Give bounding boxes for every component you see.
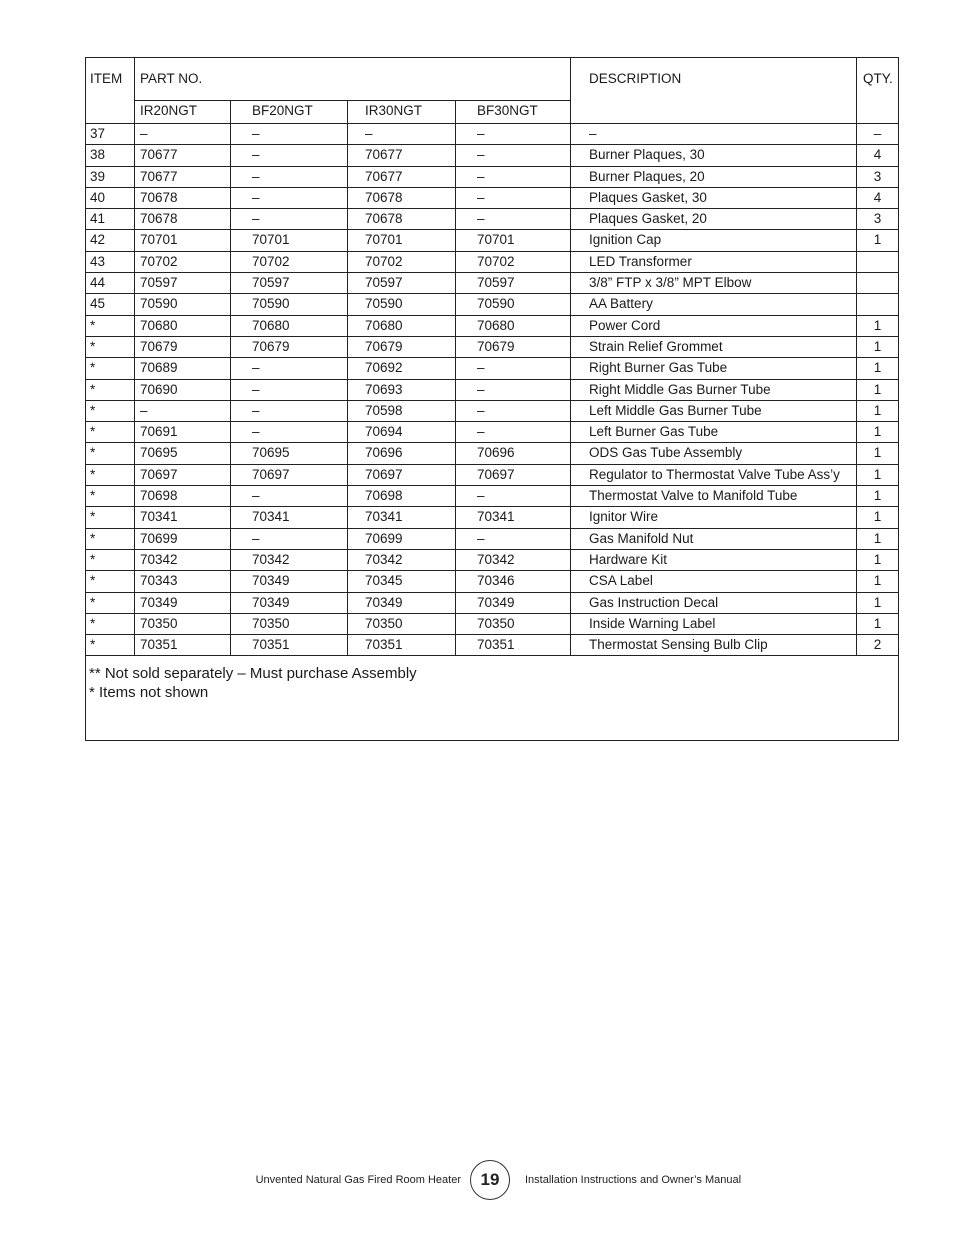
cell-item: 42 (86, 230, 135, 251)
cell-item: * (86, 379, 135, 400)
cell-part-no: 70697 (348, 464, 456, 485)
cell-part-no: – (231, 166, 348, 187)
page-number: 19 (470, 1160, 510, 1200)
cell-description: CSA Label (571, 571, 857, 592)
cell-part-no: 70349 (456, 592, 571, 613)
cell-part-no: – (456, 209, 571, 230)
cell-part-no: 70678 (348, 187, 456, 208)
cell-qty: 3 (857, 166, 899, 187)
cell-description: Plaques Gasket, 30 (571, 187, 857, 208)
cell-part-no: 70341 (456, 507, 571, 528)
table-row (86, 379, 899, 400)
cell-part-no: 70678 (135, 209, 231, 230)
cell-part-no: – (456, 145, 571, 166)
cell-description: Right Middle Gas Burner Tube (571, 379, 857, 400)
cell-item: * (86, 358, 135, 379)
cell-part-no: – (135, 400, 231, 421)
cell-item: * (86, 549, 135, 570)
cell-part-no: 70680 (231, 315, 348, 336)
cell-item: * (86, 336, 135, 357)
table-row (86, 507, 899, 528)
cell-part-no: – (231, 379, 348, 400)
cell-qty: 1 (857, 400, 899, 421)
cell-item: 40 (86, 187, 135, 208)
header-model-ir30ngt: IR30NGT (348, 101, 456, 124)
cell-description: Hardware Kit (571, 549, 857, 570)
cell-part-no: 70341 (231, 507, 348, 528)
table-row (86, 315, 899, 336)
cell-part-no: 70701 (231, 230, 348, 251)
cell-part-no: 70702 (135, 251, 231, 272)
cell-description: Burner Plaques, 20 (571, 166, 857, 187)
cell-part-no: 70694 (348, 422, 456, 443)
cell-part-no: 70677 (348, 145, 456, 166)
table-row (86, 294, 899, 315)
cell-part-no: – (456, 486, 571, 507)
table-header (86, 58, 899, 124)
cell-part-no: 70699 (348, 528, 456, 549)
table-row (86, 358, 899, 379)
cell-part-no: 70350 (348, 613, 456, 634)
cell-qty: 1 (857, 528, 899, 549)
cell-part-no: – (456, 400, 571, 421)
cell-qty: – (857, 124, 899, 145)
cell-part-no: – (456, 166, 571, 187)
header-description: DESCRIPTION (571, 58, 857, 124)
cell-description: Inside Warning Label (571, 613, 857, 634)
cell-part-no: 70698 (135, 486, 231, 507)
table-row (86, 230, 899, 251)
table-row (86, 209, 899, 230)
cell-part-no: 70351 (456, 635, 571, 656)
cell-part-no: 70342 (456, 549, 571, 570)
cell-part-no: 70679 (348, 336, 456, 357)
cell-qty (857, 273, 899, 294)
cell-part-no: 70702 (231, 251, 348, 272)
cell-qty: 1 (857, 358, 899, 379)
cell-part-no: 70349 (231, 592, 348, 613)
cell-part-no: 70590 (135, 294, 231, 315)
header-part-no: PART NO. (135, 58, 571, 101)
cell-item: 45 (86, 294, 135, 315)
cell-qty: 1 (857, 613, 899, 634)
cell-item: 38 (86, 145, 135, 166)
cell-part-no: – (456, 422, 571, 443)
cell-part-no: 70690 (135, 379, 231, 400)
cell-qty: 1 (857, 486, 899, 507)
parts-table (85, 57, 899, 741)
cell-description: Ignition Cap (571, 230, 857, 251)
cell-item: 44 (86, 273, 135, 294)
cell-part-no: – (456, 187, 571, 208)
cell-part-no: – (456, 379, 571, 400)
cell-part-no: 70677 (135, 166, 231, 187)
cell-qty: 3 (857, 209, 899, 230)
cell-description: Plaques Gasket, 20 (571, 209, 857, 230)
cell-description: 3/8” FTP x 3/8” MPT Elbow (571, 273, 857, 294)
cell-part-no: 70701 (348, 230, 456, 251)
cell-item: * (86, 400, 135, 421)
cell-part-no: 70341 (135, 507, 231, 528)
cell-part-no: 70693 (348, 379, 456, 400)
cell-part-no: 70691 (135, 422, 231, 443)
cell-qty: 1 (857, 464, 899, 485)
cell-description: Gas Instruction Decal (571, 592, 857, 613)
cell-description: Gas Manifold Nut (571, 528, 857, 549)
cell-item: * (86, 443, 135, 464)
table-row (86, 145, 899, 166)
table-row (86, 635, 899, 656)
cell-item: * (86, 486, 135, 507)
cell-part-no: – (231, 209, 348, 230)
table-row (86, 400, 899, 421)
cell-part-no: 70350 (456, 613, 571, 634)
table-row (86, 273, 899, 294)
cell-part-no: – (231, 187, 348, 208)
footer-manual-title: Installation Instructions and Owner’s Manual (525, 1174, 742, 1186)
cell-part-no: 70342 (231, 549, 348, 570)
cell-qty: 1 (857, 422, 899, 443)
table-row (86, 166, 899, 187)
cell-item: * (86, 507, 135, 528)
page-footer (0, 1160, 954, 1204)
cell-part-no: 70680 (135, 315, 231, 336)
table-row (86, 422, 899, 443)
cell-qty: 1 (857, 592, 899, 613)
cell-qty: 2 (857, 635, 899, 656)
cell-item: * (86, 592, 135, 613)
cell-part-no: 70349 (231, 571, 348, 592)
cell-description: Right Burner Gas Tube (571, 358, 857, 379)
cell-part-no: 70679 (231, 336, 348, 357)
header-model-bf20ngt: BF20NGT (231, 101, 348, 124)
cell-part-no: 70679 (456, 336, 571, 357)
note-not-sold-separately: ** Not sold separately – Must purchase Assembly (89, 665, 417, 683)
cell-part-no: – (231, 124, 348, 145)
cell-part-no: – (231, 400, 348, 421)
cell-part-no: 70677 (348, 166, 456, 187)
table-row (86, 251, 899, 272)
cell-item: * (86, 315, 135, 336)
cell-qty: 1 (857, 443, 899, 464)
cell-part-no: 70342 (348, 549, 456, 570)
cell-part-no: 70697 (231, 464, 348, 485)
cell-part-no: 70695 (135, 443, 231, 464)
cell-description: Burner Plaques, 30 (571, 145, 857, 166)
cell-part-no: 70697 (135, 464, 231, 485)
cell-item: 39 (86, 166, 135, 187)
cell-part-no: – (231, 486, 348, 507)
cell-item: * (86, 528, 135, 549)
cell-part-no: – (456, 358, 571, 379)
cell-part-no: 70349 (348, 592, 456, 613)
table-row (86, 187, 899, 208)
cell-part-no: 70597 (456, 273, 571, 294)
cell-part-no: 70701 (135, 230, 231, 251)
table-row (86, 592, 899, 613)
cell-part-no: 70696 (456, 443, 571, 464)
cell-part-no: – (231, 358, 348, 379)
cell-description: LED Transformer (571, 251, 857, 272)
cell-description: Thermostat Valve to Manifold Tube (571, 486, 857, 507)
cell-part-no: 70597 (231, 273, 348, 294)
cell-part-no: 70702 (456, 251, 571, 272)
cell-item: 37 (86, 124, 135, 145)
cell-part-no: 70343 (135, 571, 231, 592)
table-body (86, 124, 899, 656)
cell-part-no: – (231, 528, 348, 549)
cell-part-no: 70699 (135, 528, 231, 549)
cell-part-no: 70679 (135, 336, 231, 357)
cell-description: Left Burner Gas Tube (571, 422, 857, 443)
cell-part-no: 70590 (231, 294, 348, 315)
cell-description: ODS Gas Tube Assembly (571, 443, 857, 464)
cell-item: * (86, 613, 135, 634)
cell-part-no: 70350 (231, 613, 348, 634)
cell-part-no: 70702 (348, 251, 456, 272)
cell-description: Regulator to Thermostat Valve Tube Ass’y (571, 464, 857, 485)
notes-cell (86, 656, 899, 741)
cell-part-no: 70346 (456, 571, 571, 592)
cell-qty (857, 294, 899, 315)
cell-part-no: 70695 (231, 443, 348, 464)
cell-part-no: 70680 (348, 315, 456, 336)
table-row (86, 336, 899, 357)
cell-part-no: 70680 (456, 315, 571, 336)
table-row (86, 443, 899, 464)
table-row (86, 464, 899, 485)
cell-item: 41 (86, 209, 135, 230)
cell-description: Ignitor Wire (571, 507, 857, 528)
cell-item: * (86, 571, 135, 592)
cell-part-no: 70351 (135, 635, 231, 656)
cell-part-no: – (348, 124, 456, 145)
cell-part-no: 70678 (348, 209, 456, 230)
cell-part-no: 70692 (348, 358, 456, 379)
cell-item: * (86, 464, 135, 485)
header-item: ITEM (86, 58, 135, 124)
cell-part-no: 70342 (135, 549, 231, 570)
cell-part-no: 70590 (456, 294, 571, 315)
cell-part-no: 70698 (348, 486, 456, 507)
cell-item: * (86, 422, 135, 443)
cell-part-no: 70697 (456, 464, 571, 485)
cell-part-no: 70341 (348, 507, 456, 528)
cell-part-no: 70351 (348, 635, 456, 656)
table-row (86, 124, 899, 145)
table-row (86, 613, 899, 634)
cell-qty: 1 (857, 571, 899, 592)
cell-qty: 1 (857, 230, 899, 251)
cell-description: Power Cord (571, 315, 857, 336)
table-row (86, 549, 899, 570)
cell-part-no: – (456, 124, 571, 145)
cell-part-no: 70598 (348, 400, 456, 421)
cell-description: Strain Relief Grommet (571, 336, 857, 357)
cell-qty: 4 (857, 145, 899, 166)
cell-part-no: – (135, 124, 231, 145)
cell-qty: 1 (857, 336, 899, 357)
table-row (86, 486, 899, 507)
cell-description: Left Middle Gas Burner Tube (571, 400, 857, 421)
cell-item: * (86, 635, 135, 656)
cell-part-no: – (231, 145, 348, 166)
cell-qty: 1 (857, 549, 899, 570)
table-row (86, 571, 899, 592)
header-model-ir20ngt: IR20NGT (135, 101, 231, 124)
cell-part-no: 70345 (348, 571, 456, 592)
cell-part-no: 70597 (348, 273, 456, 294)
footer-product-title: Unvented Natural Gas Fired Room Heater (255, 1174, 461, 1186)
cell-description: – (571, 124, 857, 145)
cell-part-no: 70689 (135, 358, 231, 379)
note-items-not-shown: * Items not shown (89, 684, 209, 702)
header-model-bf30ngt: BF30NGT (456, 101, 571, 124)
cell-part-no: 70678 (135, 187, 231, 208)
cell-part-no: 70349 (135, 592, 231, 613)
table-row (86, 528, 899, 549)
cell-part-no: 70350 (135, 613, 231, 634)
cell-part-no: 70696 (348, 443, 456, 464)
cell-part-no: 70590 (348, 294, 456, 315)
cell-part-no: – (456, 528, 571, 549)
cell-part-no: 70701 (456, 230, 571, 251)
cell-qty: 1 (857, 379, 899, 400)
cell-description: AA Battery (571, 294, 857, 315)
cell-part-no: 70351 (231, 635, 348, 656)
cell-part-no: 70677 (135, 145, 231, 166)
cell-part-no: 70597 (135, 273, 231, 294)
cell-qty (857, 251, 899, 272)
cell-item: 43 (86, 251, 135, 272)
cell-qty: 1 (857, 507, 899, 528)
cell-part-no: – (231, 422, 348, 443)
cell-qty: 1 (857, 315, 899, 336)
header-qty: QTY. (857, 58, 899, 124)
cell-description: Thermostat Sensing Bulb Clip (571, 635, 857, 656)
cell-qty: 4 (857, 187, 899, 208)
